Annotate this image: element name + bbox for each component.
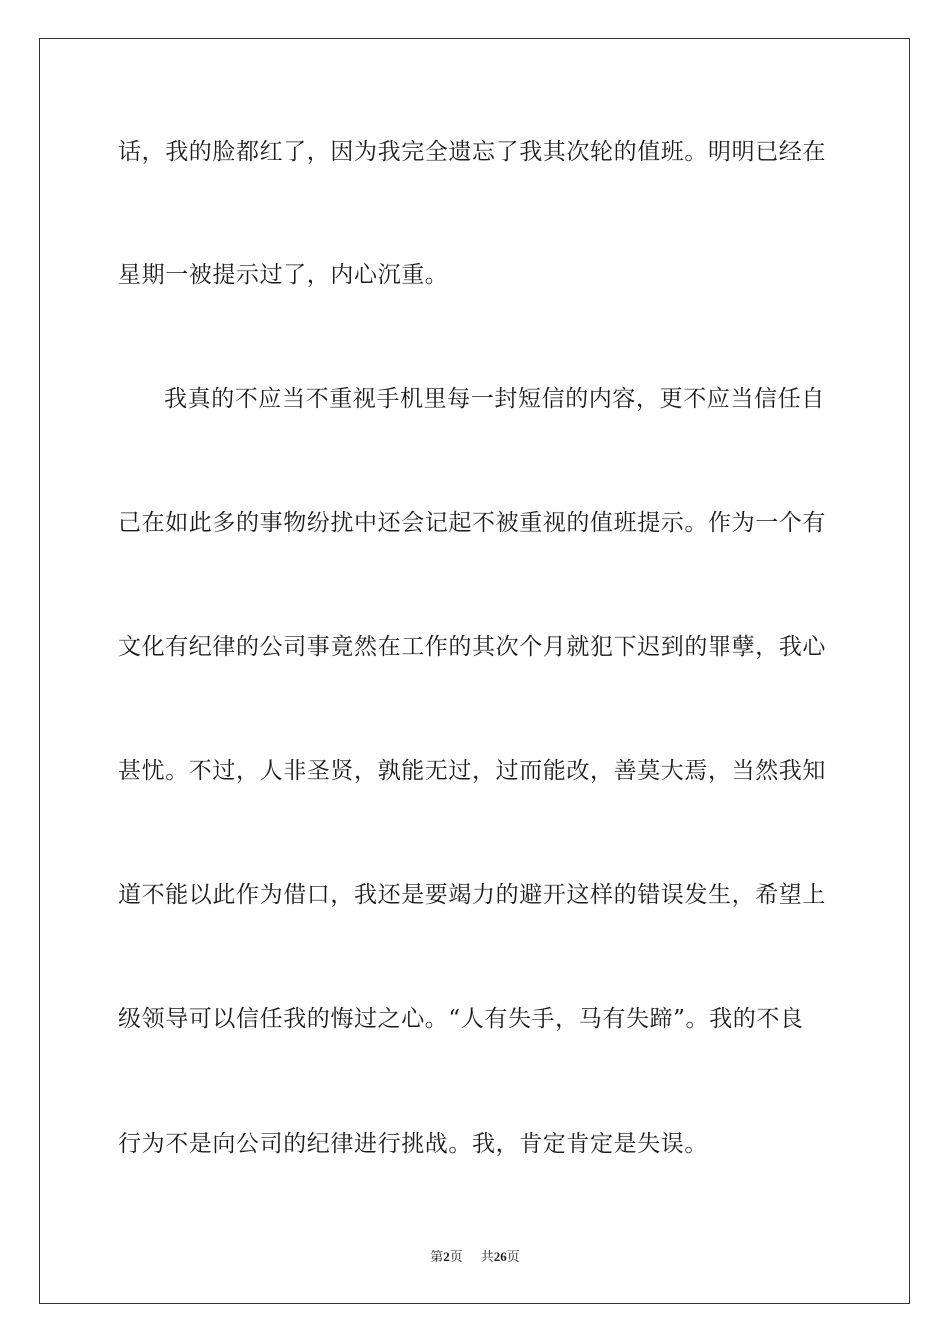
text-line-2: 星期一被提示过了，内心沉重。 (118, 262, 449, 288)
text-line-1: 话，我的脸都红了，因为我完全遗忘了我其次轮的值班。明明已经在 (118, 139, 826, 165)
text-line-9: 行为不是向公司的纪律进行挑战。我，肯定肯定是失误。 (118, 1131, 708, 1157)
total-pages: 26 (493, 1249, 507, 1264)
text-line-8: 级领导可以信任我的悔过之心。“人有失手，马有失蹄”。我的不良 (118, 1006, 804, 1032)
page-prefix: 第 (430, 1249, 444, 1264)
page-number: 2 (443, 1249, 450, 1264)
page-footer (0, 1246, 950, 1265)
text-line-7: 道不能以此作为借口，我还是要竭力的避开这样的错误发生，希望上 (118, 882, 826, 908)
total-suffix: 页 (506, 1249, 520, 1264)
text-line-6: 甚忧。不过，人非圣贤，孰能无过，过而能改，善莫大焉，当然我知 (118, 758, 826, 784)
text-line-4: 己在如此多的事物纷扰中还会记起不被重视的值班提示。作为一个有 (118, 510, 826, 536)
text-line-3: 我真的不应当不重视手机里每一封短信的内容，更不应当信任自 (164, 386, 825, 412)
text-line-5: 文化有纪律的公司事竟然在工作的其次个月就犯下迟到的罪孽，我心 (118, 634, 826, 660)
page-border (39, 38, 910, 1304)
page-suffix: 页 (449, 1249, 463, 1264)
total-prefix: 共 (480, 1249, 494, 1264)
